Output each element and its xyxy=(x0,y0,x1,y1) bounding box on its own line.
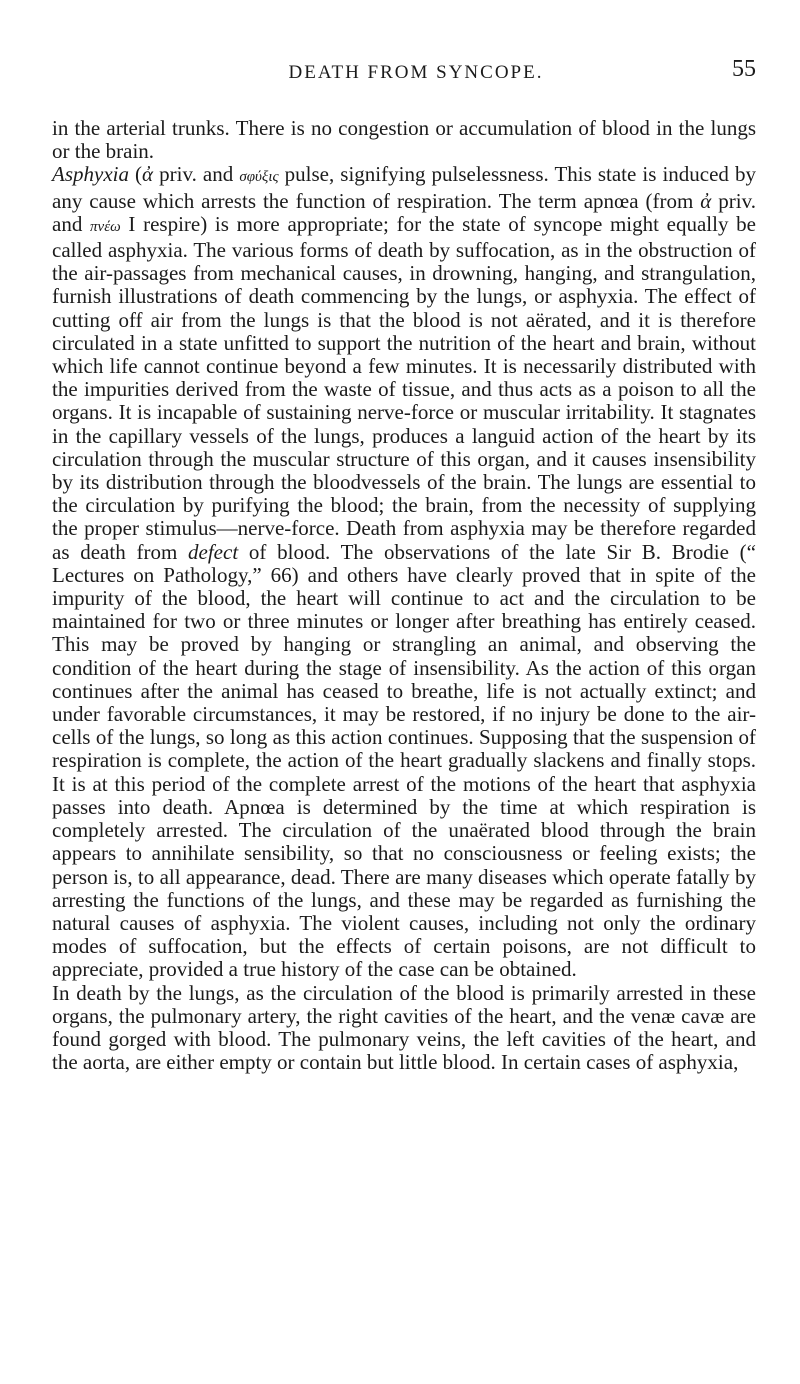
text-run: priv. and xyxy=(52,188,756,236)
text-run: in the arterial trunks. There is no congestion or accumulation of blood in the lungs or the brain. xyxy=(52,116,756,164)
page-number: 55 xyxy=(732,56,756,82)
running-header xyxy=(136,56,756,92)
term-defect: defect xyxy=(188,539,239,564)
running-title: DEATH FROM SYNCOPE. xyxy=(288,62,544,83)
greek-pneo: πνέω xyxy=(90,218,121,235)
greek-sphyxis: σφύξις xyxy=(239,169,279,186)
paragraph-continuation xyxy=(52,117,756,163)
greek-alpha: ἀ xyxy=(142,162,154,187)
greek-alpha: ἀ xyxy=(700,188,712,213)
text-run: pulse, signifying pulselessness. This state is induced by any cause which arrests the function of respiration. The term apnœa (from xyxy=(52,162,756,213)
text-run: ( xyxy=(128,162,143,187)
paragraph-death-by-lungs xyxy=(52,982,756,1075)
body-text xyxy=(52,117,756,1074)
text-run: I respire) is more appropriate; for the state of syncope might equally be called asphyxia. The various forms of death by suffocation, as in the obstruction of the air-passages from mechanical causes, in drowning, hanging, and strangulation, furnish illustrations of death commencing by the lungs, or asphyxia. The effect of cutting off air from the lungs is that the blood is not aërated, and it is therefore circulated in a state unfitted to support the nutrition of the heart and brain, without which life cannot continue beyond a few minutes. It is necessarily distributed with the impurities derived from the waste of tissue, and thus acts as a poison to all the organs. It is incapable of sustaining nerve-force or muscular irritability. It stagnates in the capillary vessels of the lungs, produces a languid action of the heart by its circulation through the muscular structure of this organ, and it causes insensibility by its distribution through the bloodvessels of the brain. The lungs are essential to the circulation by purifying the blood; the brain, from the necessity of supplying the proper stimulus—nerve-force. Death from asphyxia may be therefore regarded as death from xyxy=(52,211,756,564)
paragraph-asphyxia xyxy=(52,163,756,981)
text-run: In death by the lungs, as the circulation of the blood is primarily arrested in these organs, the pulmonary artery, the right cavities of the heart, and the venæ cavæ are found gorged with blood. The pulmonary veins, the left cavities of the heart, and the aorta, are either empty or contain but little blood. In certain cases of asphyxia, xyxy=(52,980,756,1075)
text-run: priv. and xyxy=(153,162,240,187)
term-asphyxia: Asphyxia xyxy=(52,162,129,187)
text-run: of blood. The observations of the late Sir B. Brodie (“ Lectures on Pathology,” 66) and others have clearly proved that in spite of the impurity of the blood, the heart will continue to act and the circulation to be maintained for two or three minutes or longer after breathing has entirely ceased. This may be proved by hanging or strangling an animal, and observing the condition of the heart during the stage of insensibility. As the action of this organ continues after the animal has ceased to breathe, life is not actually extinct; and under favorable circumstances, it may be restored, if no injury be done to the air-cells of the lungs, so long as this action continues. Supposing that the suspension of respiration is complete, the action of the heart gradually slackens and finally stops. It is at this period of the complete arrest of the motions of the heart that asphyxia passes into death. Apnœa is determined by the time at which respiration is completely arrested. The circulation of the unaërated blood through the brain appears to annihilate sensibility, so that no consciousness or feeling exists; the person is, to all appearance, dead. There are many diseases which operate fatally by arresting the functions of the lungs, and these may be regarded as furnishing the natural causes of asphyxia. The violent causes, including not only the ordinary modes of suffocation, but the effects of certain poisons, are not difficult to appreciate, provided a true history of the case can be obtained. xyxy=(52,539,756,982)
